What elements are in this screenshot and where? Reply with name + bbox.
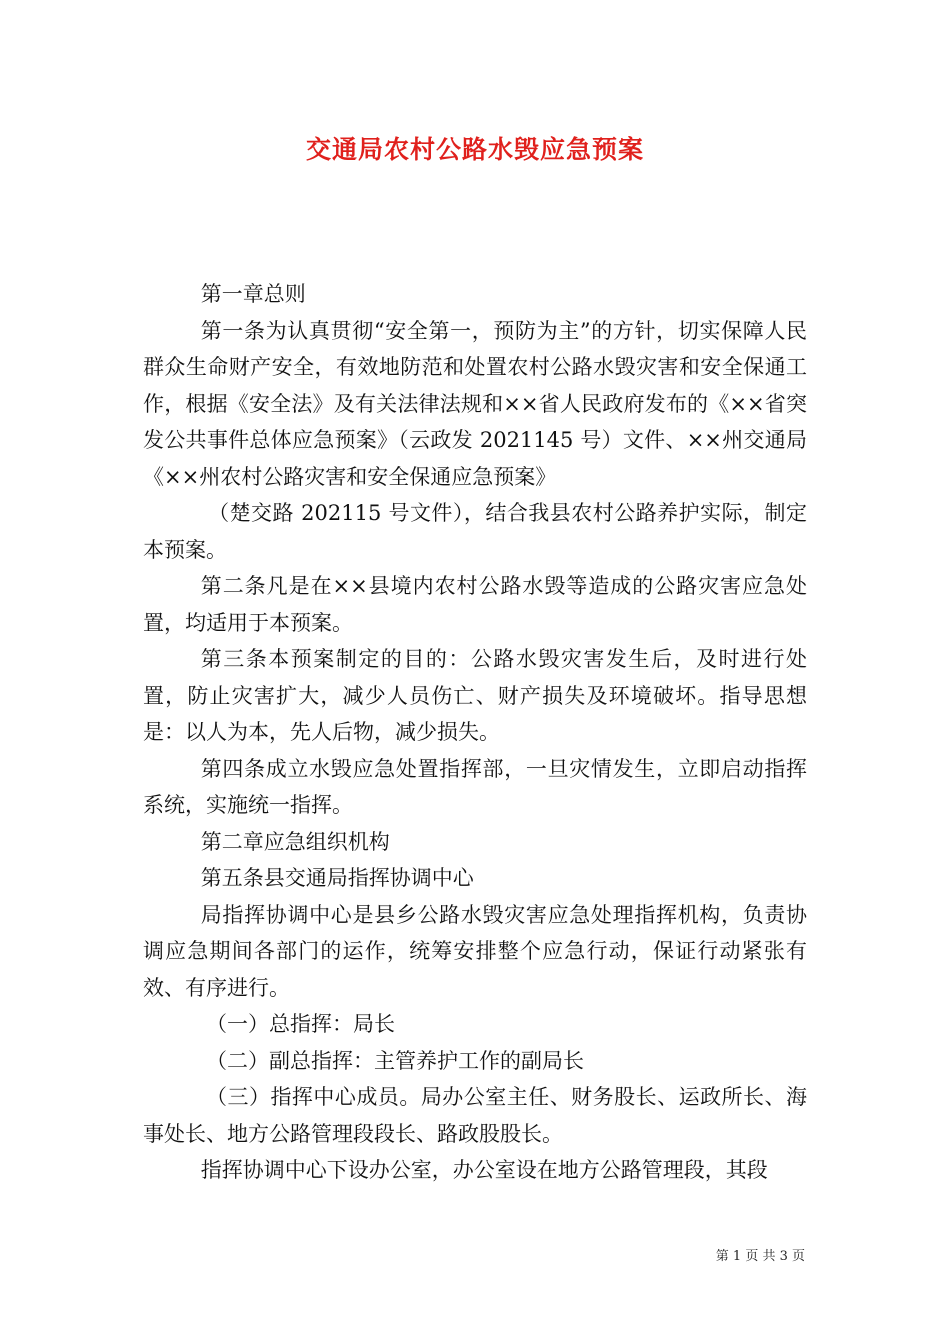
article-1-paragraph: 第一条为认真贯彻“安全第一，预防为主”的方针，切实保障人民群众生命财产安全，有效地防范和处置农村公路水毁灾害和安全保通工作，根据《安全法》及有关法律法规和××省人民政府发布的《××省突发公共事件总体应急预案》（云政发 2021145 号）文件、××州交通局《××州农村公路灾害和安全保通应急预案》 — [143, 318, 807, 489]
article-3-paragraph: 第三条本预案制定的目的：公路水毁灾害发生后，及时进行处置，防止灾害扩大，减少人员伤亡、财产损失及环境破坏。指导思想是：以人为本，先人后物，减少损失。 — [143, 647, 807, 744]
article-1-continuation: （楚交路 202115 号文件），结合我县农村公路养护实际，制定本预案。 — [143, 501, 807, 562]
commander-item: （一）总指挥：局长 — [206, 1012, 395, 1036]
chapter-heading-1: 第一章总则 — [200, 282, 306, 306]
page-number: 第 1 页 共 3 页 — [715, 1249, 805, 1264]
article-2-paragraph: 第二条凡是在××县境内农村公路水毁等造成的公路灾害应急处置，均适用于本预案。 — [143, 574, 807, 635]
coordination-center-paragraph: 局指挥协调中心是县乡公路水毁灾害应急处理指挥机构，负责协调应急期间各部门的运作，统筹安排整个应急行动，保证行动紧张有效、有序进行。 — [143, 902, 807, 1000]
document-body — [143, 276, 807, 1189]
article-5-heading: 第五条县交通局指挥协调中心 — [200, 866, 474, 890]
center-members-item: （三）指挥中心成员。局办公室主任、财务股长、运政所长、海事处长、地方公路管理段段长、路政股股长。 — [143, 1085, 807, 1146]
chapter-heading-2: 第二章应急组织机构 — [200, 829, 390, 854]
deputy-commander-item: （二）副总指挥：主管养护工作的副局长 — [206, 1048, 584, 1073]
office-paragraph: 指挥协调中心下设办公室，办公室设在地方公路管理段，其段 — [200, 1158, 768, 1182]
article-4-paragraph: 第四条成立水毁应急处置指挥部，一旦灾情发生，立即启动指挥系统，实施统一指挥。 — [143, 756, 807, 817]
document-title: 交通局农村公路水毁应急预案 — [305, 135, 644, 164]
